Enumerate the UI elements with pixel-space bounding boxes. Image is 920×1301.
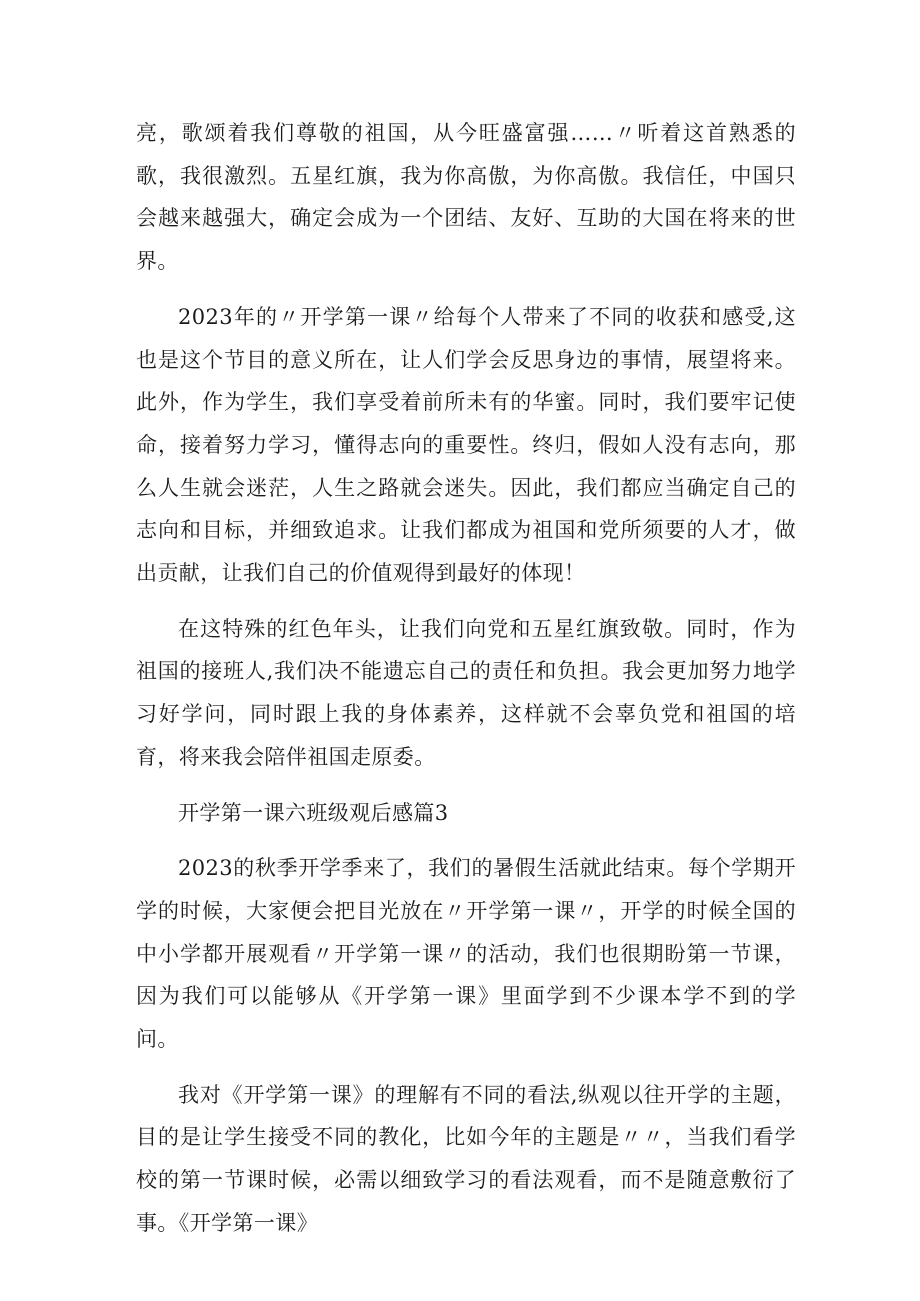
paragraph-2: 2023年的〃开学第一课〃给每个人带来了不同的收获和感受,这也是这个节目的意义所在，让人们学会反思身边的事情，展望将来。此外，作为学生，我们享受着前所未有的华蜜。同时，我们要牢记使命，接着努力学习，懂得志向的重要性。终归，假如人没有志向，那么人生就会迷茫，人生之路就会迷失。因此，我们都应当确定自己的志向和目标，并细致追求。让我们都成为祖国和党所须要的人才，做出贡献，让我们自己的价值观得到最好的体现！ xyxy=(136,304,796,586)
paragraph-1: 亮，歌颂着我们尊敬的祖国，从今旺盛富强……〃听着这首熟悉的歌，我很激烈。五星红旗，我为你高傲，为你高傲。我信任，中国只会越来越强大，确定会成为一个团结、友好、互助的大国在将来的世界。 xyxy=(136,121,796,274)
paragraph-4: 2023的秋季开学季来了，我们的暑假生活就此结束。每个学期开学的时候，大家便会把目光放在〃开学第一课〃，开学的时候全国的中小学都开展观看〃开学第一课〃的活动，我们也很期盼第一节课，因为我们可以能够从《开学第一课》里面学到不少课本学不到的学问。 xyxy=(136,856,796,1052)
paragraph-5: 我对《开学第一课》的理解有不同的看法,纵观以往开学的主题，目的是让学生接受不同的教化，比如今年的主题是〃〃，当我们看学校的第一节课时候，必需以细致学习的看法观看，而不是随意敷衍了事。《开学第一课》 xyxy=(136,1082,796,1235)
paragraph-3: 在这特殊的红色年头，让我们向党和五星红旗致敬。同时，作为祖国的接班人,我们决不能遗忘自己的责任和负担。我会更加努力地学习好学问，同时跟上我的身体素养，这样就不会辜负党和祖国的培育，将来我会陪伴祖国走原委。 xyxy=(136,616,796,769)
section-heading: 开学第一课六班级观后感篇3 xyxy=(178,800,449,825)
document-body xyxy=(136,112,796,1258)
